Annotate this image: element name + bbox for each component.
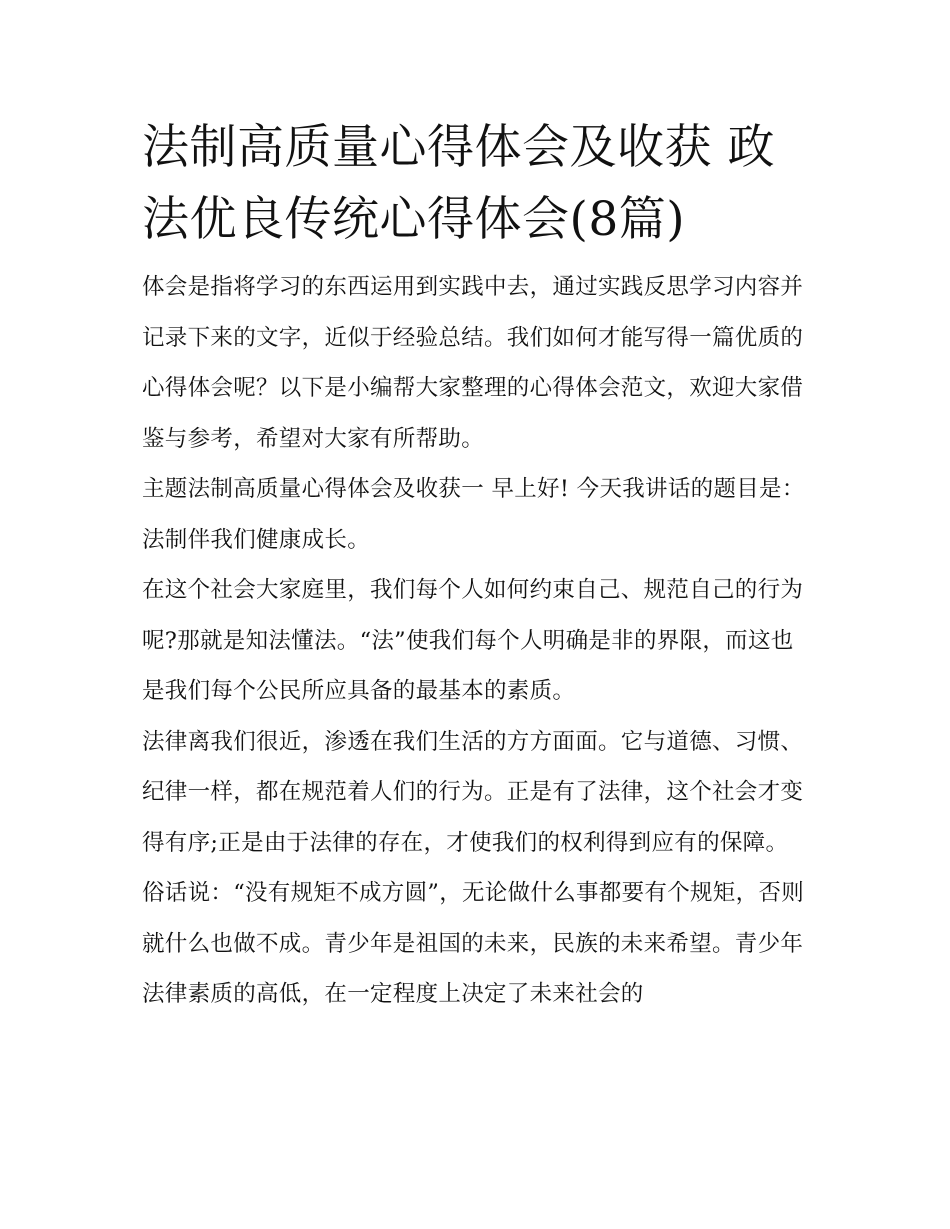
- paragraph-law-in-life: 法律离我们很近，渗透在我们生活的方方面面。它与道德、习惯、纪律一样，都在规范着人们的行为。正是有了法律，这个社会才变得有序;正是由于法律的存在，才使我们的权利得到应有的保障。: [142, 728, 804, 856]
- document-title: 法制高质量心得体会及收获 政法优良传统心得体会(8篇): [142, 120, 775, 247]
- document-body: [142, 112, 814, 1020]
- paragraph-intro: 体会是指将学习的东西运用到实践中去，通过实践反思学习内容并记录下来的文字，近似于经验总结。我们如何才能写得一篇优质的心得体会呢？以下是小编帮大家整理的心得体会范文，欢迎大家借鉴与参考，希望对大家有所帮助。: [142, 274, 804, 452]
- paragraph-greeting: 主题法制高质量心得体会及收获一 早上好! 今天我讲话的题目是：法制伴我们健康成长。: [142, 476, 805, 553]
- paragraph-knowing-law: 在这个社会大家庭里，我们每个人如何约束自己、规范自己的行为呢?那就是知法懂法。“法”使我们每个人明确是非的界限，而这也是我们每个公民所应具备的最基本的素质。: [142, 577, 804, 704]
- paragraph-rules-youth: 俗话说：“没有规矩不成方圆”，无论做什么事都要有个规矩，否则就什么也做不成。青少年是祖国的未来，民族的未来希望。青少年法律素质的高低，在一定程度上决定了未来社会的: [142, 880, 805, 1007]
